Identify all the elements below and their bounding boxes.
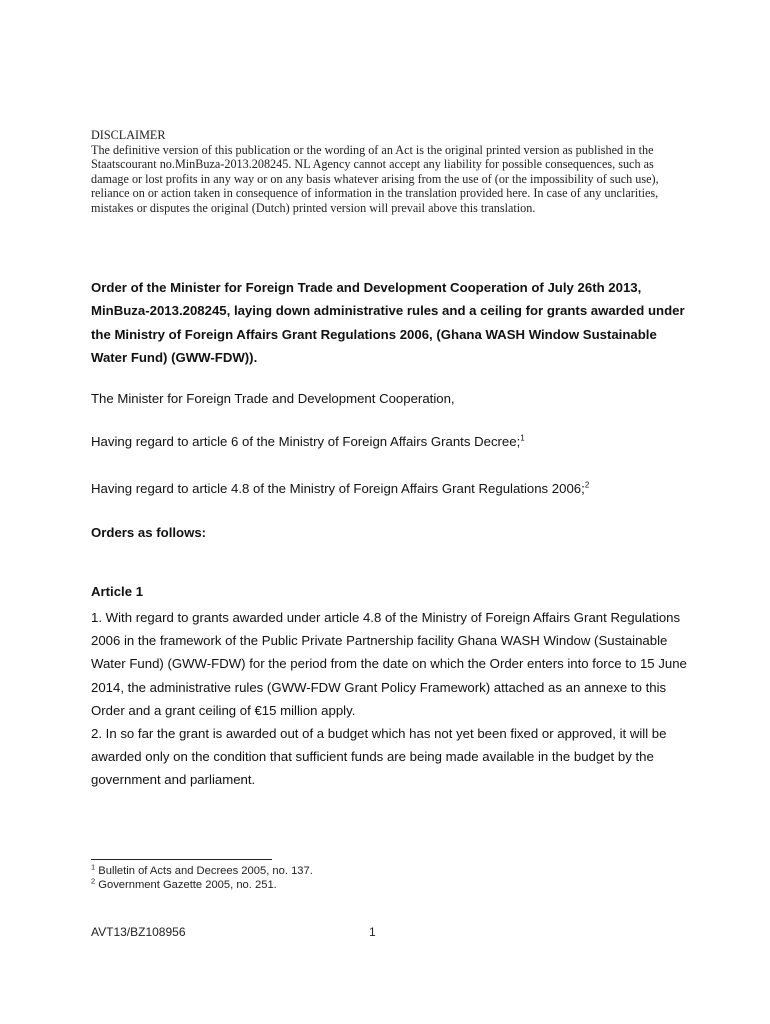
page-number: 1 [369,925,376,939]
footnote-1 [91,862,313,879]
article-1-paragraph-2: 2. In so far the grant is awarded out of a budget which has not yet been fixed or approved, it will be awarded only on the condition that sufficient funds are being made available in the budget by the government and parliament. [91,726,667,788]
footnote-1-number: 1 [91,862,96,872]
footnote-2-text: Government Gazette 2005, no. 251. [98,878,277,891]
footnote-divider [91,859,272,860]
order-title: Order of the Minister for Foreign Trade and Development Cooperation of July 26th 2013, MinBuza-2013.208245, laying down administrative rules and a ceiling for grants awarded under the Ministry of Foreign Affairs Grant Regulations 2006, (Ghana WASH Window Sustainable Water Fund) (GWW-FDW)). [91,280,685,365]
regard-article-4-8-text: Having regard to article 4.8 of the Ministry of Foreign Affairs Grant Regulations 2006; [91,481,585,496]
footnote-ref-2[interactable]: 2 [584,480,590,490]
article-1-paragraph-1: 1. With regard to grants awarded under article 4.8 of the Ministry of Foreign Affairs Grant Regulations 2006 in the framework of the Public Private Partnership facility Ghana WASH Window (Sustainable Water Fund) (GWW-FDW) for the period from the date on which the Order enters into force to 15 June 2014, the administrative rules (GWW-FDW Grant Policy Framework) attached as an annexe to this Order and a grant ceiling of €15 million apply. [91,610,687,718]
footnote-ref-1[interactable]: 1 [520,433,525,443]
regard-article-6-text: Having regard to article 6 of the Ministry of Foreign Affairs Grants Decree; [91,434,521,449]
document-reference: AVT13/BZ108956 [91,925,186,939]
regard-article-4-8 [91,481,589,496]
minister-line: The Minister for Foreign Trade and Development Cooperation, [91,391,455,406]
article-1-body [91,606,691,792]
footnote-2 [91,875,313,893]
footnote-1-text: Bulletin of Acts and Decrees 2005, no. 137. [98,865,313,877]
regard-article-6 [91,434,525,449]
article-1-heading: Article 1 [91,584,144,599]
disclaimer-block [91,128,681,216]
footnotes [91,862,313,892]
disclaimer-heading: DISCLAIMER [91,128,166,142]
disclaimer-text: The definitive version of this publication or the wording of an Act is the original printed version as published in the Staatscourant no.MinBuza-2013.208245. NL Agency cannot accept any liability for possible consequences, such as damage or lost profits in any way or on any basis whatever arising from the use of (or the impossibility of such use), reliance on or action taken in consequence of information in the translation provided here. In case of any unclarities, mistakes or disputes the original (Dutch) printed version will prevail above this translation. [91,142,659,215]
footnote-2-number: 2 [91,875,96,885]
orders-heading: Orders as follows: [91,525,207,540]
